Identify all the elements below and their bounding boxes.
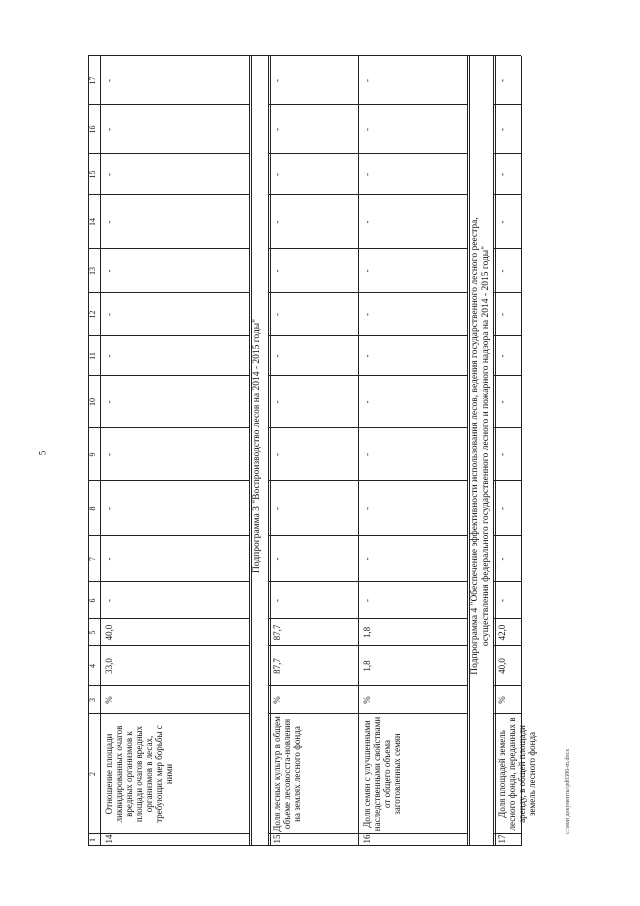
dash-cell: - bbox=[104, 269, 114, 273]
unit-cell: % bbox=[272, 696, 282, 704]
dash-cell: - bbox=[497, 400, 507, 404]
dash-cell: - bbox=[272, 269, 282, 273]
value-2014: 87,7 bbox=[272, 624, 282, 641]
footer-file-path: c:\мои документы\pd0386-m.docx bbox=[565, 748, 571, 834]
value-2014: 1,8 bbox=[362, 626, 372, 639]
dash-cell: - bbox=[362, 557, 372, 561]
table-vline bbox=[249, 845, 268, 846]
row-number: 15 bbox=[272, 834, 282, 844]
table-vline bbox=[268, 845, 358, 846]
column-number: 5 bbox=[88, 630, 97, 635]
unit-cell: % bbox=[497, 696, 507, 704]
row-number: 14 bbox=[104, 834, 114, 844]
table-vline bbox=[100, 713, 249, 714]
column-number: 15 bbox=[88, 170, 97, 179]
table-vline bbox=[493, 713, 521, 714]
dash-cell: - bbox=[362, 599, 372, 602]
dash-cell: - bbox=[104, 507, 114, 510]
dash-cell: - bbox=[272, 557, 282, 561]
dash-cell: - bbox=[497, 313, 507, 316]
column-number: 1 bbox=[88, 838, 97, 842]
dash-cell: - bbox=[362, 269, 372, 273]
dash-cell: - bbox=[104, 128, 114, 131]
dash-cell: - bbox=[104, 354, 114, 358]
column-number: 7 bbox=[88, 557, 97, 561]
indicators-table bbox=[88, 56, 538, 846]
table-vline bbox=[493, 645, 521, 646]
indicator-name: Доля лесных культур в общем объеме лесовосста-новления на землях лесного фонда bbox=[272, 716, 303, 832]
table-vline bbox=[358, 845, 467, 846]
table-vline bbox=[493, 845, 521, 846]
dash-cell: - bbox=[497, 79, 507, 82]
page-number: 5 bbox=[37, 450, 48, 456]
dash-cell: - bbox=[104, 79, 114, 82]
dash-cell: - bbox=[104, 220, 114, 224]
dash-cell: - bbox=[362, 354, 372, 358]
dash-cell: - bbox=[104, 173, 114, 176]
dash-cell: - bbox=[272, 400, 282, 404]
dash-cell: - bbox=[497, 173, 507, 176]
table-vline bbox=[358, 713, 467, 714]
dash-cell: - bbox=[362, 220, 372, 224]
column-number: 13 bbox=[88, 267, 97, 275]
column-number: 14 bbox=[88, 218, 97, 226]
dash-cell: - bbox=[362, 79, 372, 82]
row-number: 16 bbox=[362, 834, 372, 844]
value-2014: 40,0 bbox=[104, 624, 114, 641]
dash-cell: - bbox=[497, 557, 507, 561]
dash-cell: - bbox=[104, 453, 114, 456]
dash-cell: - bbox=[497, 220, 507, 224]
column-number: 11 bbox=[88, 352, 97, 360]
dash-cell: - bbox=[497, 599, 507, 602]
dash-cell: - bbox=[272, 220, 282, 224]
column-number: 10 bbox=[88, 398, 97, 406]
value-2013: 87,7 bbox=[272, 658, 282, 674]
dash-cell: - bbox=[362, 173, 372, 176]
dash-cell: - bbox=[497, 269, 507, 273]
dash-cell: - bbox=[362, 400, 372, 404]
table-vline bbox=[100, 645, 249, 646]
table-vline bbox=[268, 713, 358, 714]
dash-cell: - bbox=[104, 400, 114, 404]
value-2013: 1,8 bbox=[362, 660, 372, 672]
column-number: 16 bbox=[88, 125, 97, 134]
dash-cell: - bbox=[272, 453, 282, 456]
indicator-name: Доля семян с улучшенными наследственными свойствами от общего объема заготовленных семян bbox=[362, 716, 403, 832]
column-number: 3 bbox=[88, 698, 97, 702]
dash-cell: - bbox=[362, 453, 372, 456]
value-2014: 42,0 bbox=[497, 624, 507, 641]
row-number: 17 bbox=[497, 834, 507, 844]
dash-cell: - bbox=[362, 128, 372, 131]
indicator-name: Доля площадей земель лесного фонда, переданных в аренду, в общей площади земель лесного фонда bbox=[497, 717, 538, 831]
dash-cell: - bbox=[272, 313, 282, 316]
dash-cell: - bbox=[497, 507, 507, 510]
column-number: 6 bbox=[88, 598, 97, 603]
table-vline bbox=[493, 685, 521, 686]
column-number: 2 bbox=[88, 772, 97, 776]
table-vline bbox=[467, 845, 493, 846]
column-number: 12 bbox=[88, 310, 97, 319]
table-vline bbox=[268, 685, 358, 686]
unit-cell: % bbox=[104, 696, 114, 704]
dash-cell: - bbox=[362, 507, 372, 510]
table-vline bbox=[358, 645, 467, 646]
dash-cell: - bbox=[362, 313, 372, 316]
dash-cell: - bbox=[272, 507, 282, 510]
subprogram-4-title: Подпрограмма 4 "Обеспечение эффективности использования лесов, ведения государственного лесного реестра, осуществления федерального государственного лесного и пожарного надзора на 2014 - 2015 годы" bbox=[470, 217, 491, 675]
dash-cell: - bbox=[272, 599, 282, 602]
dash-cell: - bbox=[272, 354, 282, 358]
dash-cell: - bbox=[272, 173, 282, 176]
table-vline bbox=[100, 685, 249, 686]
subprogram-3-title: Подпрограмма 3 "Воспроизводство лесов на 2014 - 2015 годы" bbox=[252, 319, 262, 573]
column-number: 9 bbox=[88, 452, 97, 457]
table-vline bbox=[358, 685, 467, 686]
dash-cell: - bbox=[104, 599, 114, 602]
column-number: 4 bbox=[88, 664, 97, 668]
dash-cell: - bbox=[272, 79, 282, 82]
value-2013: 40,0 bbox=[497, 658, 507, 674]
dash-cell: - bbox=[497, 354, 507, 358]
dash-cell: - bbox=[497, 453, 507, 456]
column-number: 8 bbox=[88, 506, 97, 511]
table-vline bbox=[268, 645, 358, 646]
value-2013: 33,0 bbox=[104, 658, 114, 674]
dash-cell: - bbox=[497, 128, 507, 131]
column-number: 17 bbox=[88, 76, 97, 85]
unit-cell: % bbox=[362, 696, 372, 704]
dash-cell: - bbox=[104, 313, 114, 316]
table-vline bbox=[100, 845, 249, 846]
indicator-name: Отношение площади ликвидированных очагов вредных организмов к площади очагов вредных организмов в лесах, требующих мер борьбы с ними bbox=[104, 725, 175, 823]
dash-cell: - bbox=[104, 557, 114, 561]
dash-cell: - bbox=[272, 128, 282, 131]
